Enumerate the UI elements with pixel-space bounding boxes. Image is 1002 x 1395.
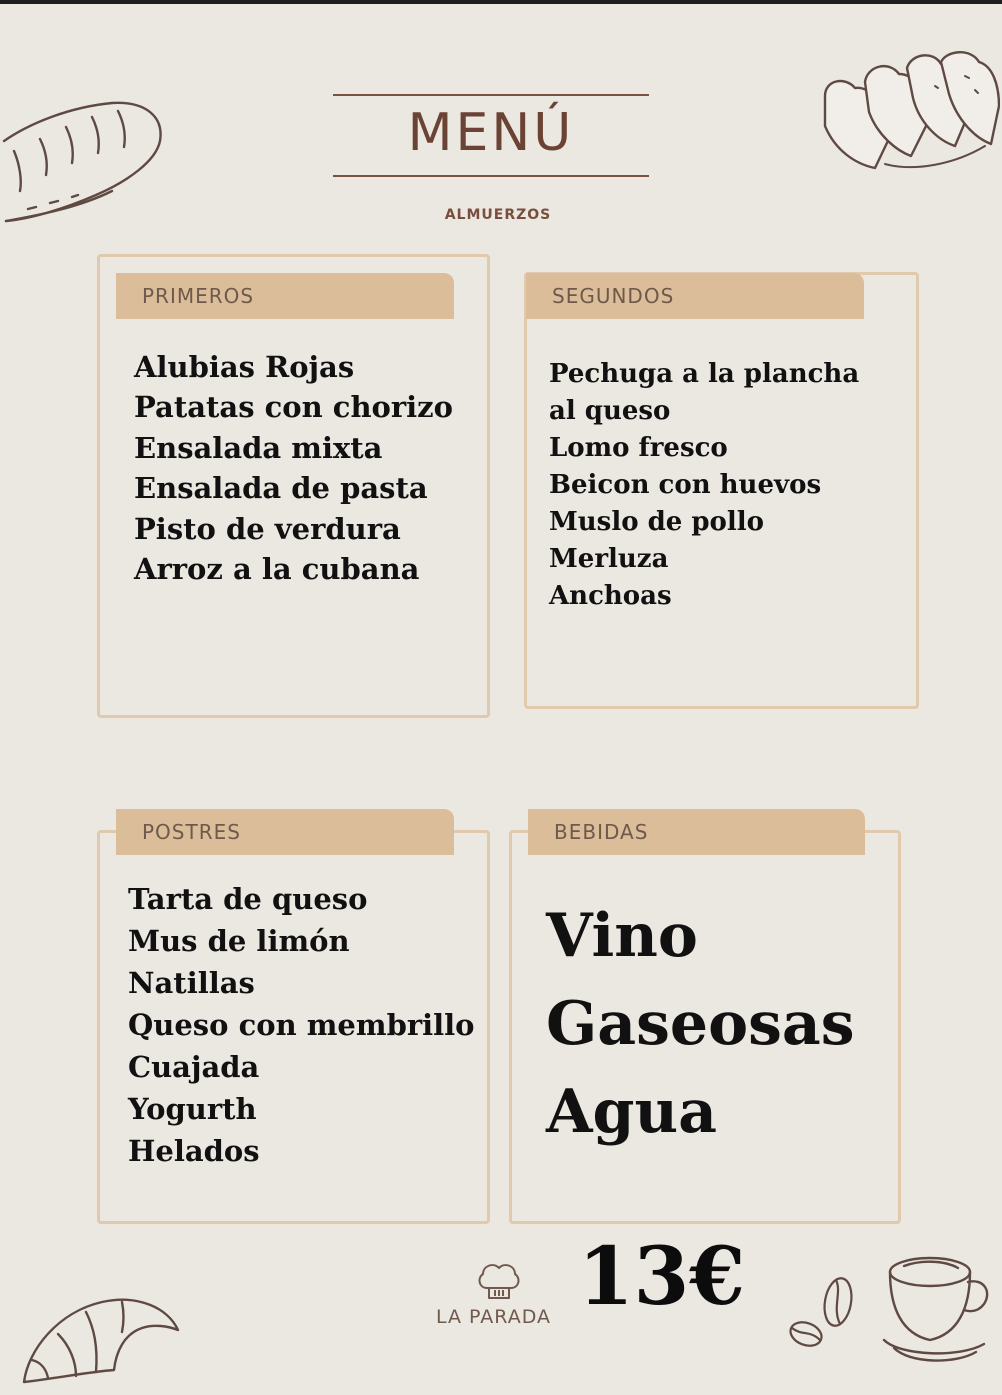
segundos-header: SEGUNDOS — [526, 273, 864, 319]
coffee-cup-icon — [880, 1248, 1000, 1378]
price: 13€ — [578, 1229, 745, 1323]
list-item: Pisto de verdura — [134, 511, 401, 546]
list-item: Patatas con chorizo — [134, 390, 453, 425]
brand-name: LA PARADA — [436, 1306, 552, 1328]
bread-loaf-icon — [0, 99, 170, 229]
list-item: Beicon con huevos — [549, 470, 822, 500]
croissant-icon — [18, 1290, 188, 1395]
toast-slices-icon — [815, 46, 1000, 186]
list-item: Lomo fresco — [549, 433, 728, 463]
bebidas-list — [546, 892, 855, 1156]
list-item: Ensalada de pasta — [134, 471, 428, 506]
list-item: Alubias Rojas — [134, 350, 355, 384]
list-item: Anchoas — [549, 581, 672, 611]
coffee-beans-icon — [786, 1274, 866, 1356]
list-item: Cuajada — [128, 1050, 260, 1084]
segundos-list — [549, 356, 889, 615]
title-rule-bottom — [333, 175, 649, 177]
list-item: Pechuga a la plancha al queso — [549, 359, 860, 426]
list-item: Natillas — [128, 966, 255, 1000]
list-item: Ensalada mixta — [134, 430, 383, 465]
list-item: Tarta de queso — [128, 882, 368, 916]
list-item: Mus de limón — [128, 924, 350, 958]
title-rule-top — [333, 94, 649, 96]
list-item: Agua — [546, 1077, 718, 1147]
list-item: Helados — [128, 1134, 260, 1168]
list-item: Merluza — [549, 544, 669, 574]
postres-header: POSTRES — [116, 809, 454, 855]
list-item: Vino — [546, 901, 698, 971]
primeros-list — [134, 347, 453, 589]
list-item: Gaseosas — [546, 989, 855, 1059]
primeros-header: PRIMEROS — [116, 273, 454, 319]
postres-list — [128, 878, 475, 1172]
page-title: MENÚ — [407, 103, 575, 163]
list-item: Queso con membrillo — [128, 1008, 475, 1042]
list-item: Yogurth — [128, 1092, 257, 1126]
list-item: Muslo de pollo — [549, 507, 764, 537]
list-item: Arroz a la cubana — [134, 552, 420, 587]
bebidas-header: BEBIDAS — [528, 809, 865, 855]
chef-hat-icon — [475, 1260, 523, 1302]
page-subtitle: ALMUERZOS — [444, 207, 552, 223]
